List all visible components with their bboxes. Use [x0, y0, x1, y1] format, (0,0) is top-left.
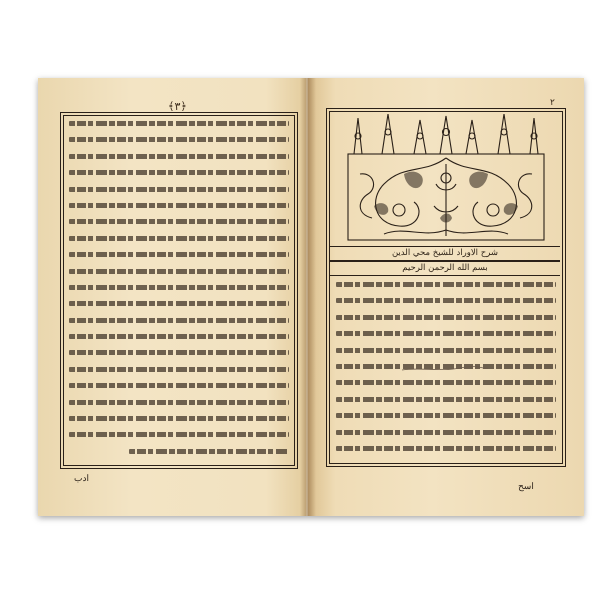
text-line — [336, 413, 556, 418]
text-line — [69, 154, 289, 159]
text-line — [336, 430, 556, 435]
text-line — [336, 331, 556, 336]
right-page-number: ٢ — [550, 98, 555, 108]
book-gutter — [300, 78, 316, 516]
text-line — [69, 383, 289, 388]
text-line — [69, 367, 289, 372]
basmala-band: بسم الله الرحمن الرحيم — [330, 261, 560, 276]
text-line — [69, 187, 289, 192]
text-line — [69, 416, 289, 421]
floral-ornament-headpiece-icon — [344, 114, 548, 244]
text-line — [336, 282, 556, 287]
text-line — [336, 315, 556, 320]
text-line — [336, 348, 556, 353]
text-line — [69, 285, 289, 290]
title-band: شرح الاوراد للشيخ محي الدين — [330, 246, 560, 261]
open-book — [38, 78, 584, 516]
left-text-frame — [60, 112, 298, 469]
text-line — [336, 446, 556, 451]
text-line — [69, 334, 289, 339]
text-line — [69, 400, 289, 405]
text-line — [69, 269, 289, 274]
text-line — [336, 298, 556, 303]
left-page-number: ﴿٣﴾ — [168, 100, 187, 113]
text-line — [69, 219, 289, 224]
text-line — [69, 350, 289, 355]
left-catchword: ادب — [74, 474, 89, 484]
text-line — [69, 137, 289, 142]
text-line — [69, 170, 289, 175]
text-line — [69, 236, 289, 241]
right-catchword: اسح — [518, 482, 534, 492]
left-text-block — [69, 121, 289, 465]
text-line — [129, 449, 289, 454]
text-line — [336, 380, 556, 385]
text-line — [336, 397, 556, 402]
text-line — [69, 252, 289, 257]
text-line — [69, 432, 289, 437]
pencil-underline-mark — [400, 364, 490, 374]
text-line — [69, 203, 289, 208]
text-line — [69, 318, 289, 323]
text-line — [69, 121, 289, 126]
text-line — [69, 301, 289, 306]
